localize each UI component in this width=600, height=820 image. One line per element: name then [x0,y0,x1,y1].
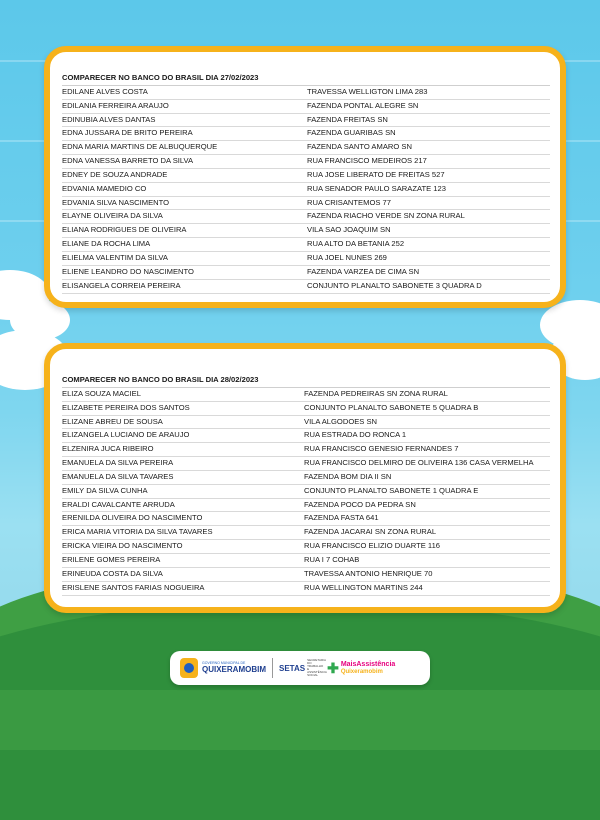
person-address: TRAVESSA WELLIGTON LIMA 283 [307,86,428,96]
person-address: FAZENDA RIACHO VERDE SN ZONA RURAL [307,211,465,221]
table-row [62,183,550,197]
person-name: EDNA VANESSA BARRETO DA SILVA [62,156,194,166]
person-name: ERENILDA OLIVEIRA DO NASCIMENTO [62,513,203,523]
table-row [62,540,550,554]
person-name: ELIELMA VALENTIM DA SILVA [62,252,168,262]
person-address: RUA JOSE LIBERATO DE FREITAS 527 [307,169,445,179]
gov-name-text: QUIXERAMOBIM [202,664,266,674]
person-address: TRAVESSA ANTONIO HENRIQUE 70 [304,568,433,578]
person-address: FAZENDA PEDREIRAS SN ZONA RURAL [304,388,448,398]
person-name: ELIZANGELA LUCIANO DE ARAUJO [62,430,190,440]
table-row [62,388,550,402]
table-row [62,252,550,266]
person-name: EDNA MARIA MARTINS DE ALBUQUERQUE [62,142,218,152]
person-name: ELZENIRA JUCA RIBEIRO [62,444,154,454]
person-address: RUA ALTO DA BETANIA 252 [307,239,405,249]
person-address: RUA FRANCISCO DELMIRO DE OLIVEIRA 136 CASA VERMELHA [304,458,534,468]
person-name: EDILANE ALVES COSTA [62,86,148,96]
table-heading [62,374,550,388]
table-heading [62,72,550,86]
list-panel-27-02 [44,46,566,308]
person-name: EDINUBIA ALVES DANTAS [62,114,156,124]
person-address: VILA ALGODOES SN [304,416,378,426]
person-address: FAZENDA SANTO AMARO SN [307,142,412,152]
table-row [62,100,550,114]
person-address: FAZENDA VARZEA DE CIMA SN [307,266,420,276]
person-address: VILA SAO JOAQUIM SN [307,225,391,235]
name-table [62,72,550,294]
table-row [62,141,550,155]
person-address: RUA CRISANTEMOS 77 [307,197,391,207]
mais-subtitle: Quixeramobim [340,668,383,675]
ground [0,690,600,750]
table-row [62,554,550,568]
table-row [62,416,550,430]
table-row [62,266,550,280]
person-name: ELAYNE OLIVEIRA DA SILVA [62,211,163,221]
person-address: RUA WELLINGTON MARTINS 244 [304,582,423,592]
person-name: ELISANGELA CORREIA PEREIRA [62,280,181,290]
person-name: EMANUELA DA SILVA TAVARES [62,471,174,481]
table-row [62,485,550,499]
person-address: FAZENDA FREITAS SN [307,114,388,124]
person-name: EDNEY DE SOUZA ANDRADE [62,169,168,179]
mais-title: MaisAssistência [340,661,396,669]
person-address: FAZENDA PONTAL ALEGRE SN [307,100,419,110]
person-name: ERILENE GOMES PEREIRA [62,554,161,564]
table-row [62,197,550,211]
person-name: EDILANIA FERREIRA ARAUJO [62,100,169,110]
setas-logo: SETAS [279,663,306,673]
person-name: ELIZA SOUZA MACIEL [62,388,141,398]
heading-text: COMPARECER NO BANCO DO BRASIL DIA 28/02/2023 [62,375,259,384]
mais-assistencia-logo [341,661,395,675]
person-name: ELIZABETE PEREIRA DOS SANTOS [62,402,190,412]
gov-small-text: GOVERNO MUNICIPAL DE [202,661,246,666]
person-name: ELIANA RODRIGUES DE OLIVEIRA [62,225,187,235]
person-name: EDNA JUSSARA DE BRITO PEREIRA [62,128,193,138]
person-address: RUA FRANCISCO ELIZIO DUARTE 116 [304,541,441,551]
person-name: EDVANIA MAMEDIO CO [62,183,147,193]
table-row [62,127,550,141]
person-name: ELIENE LEANDRO DO NASCIMENTO [62,266,194,276]
person-name: ERINEUDA COSTA DA SILVA [62,568,163,578]
table-row [62,169,550,183]
footer-logo-bar [170,651,430,685]
person-name: EMANUELA DA SILVA PEREIRA [62,458,174,468]
table-row [62,86,550,100]
person-address: RUA FRANCISCO MEDEIROS 217 [307,156,427,166]
person-name: EMILY DA SILVA CUNHA [62,485,148,495]
person-name: ELIANE DA ROCHA LIMA [62,239,151,249]
person-address: FAZENDA BOM DIA II SN [304,471,392,481]
person-address: CONJUNTO PLANALTO SABONETE 1 QUADRA E [304,485,479,495]
name-table [62,374,550,596]
person-address: FAZENDA POCO DA PEDRA SN [304,499,416,509]
person-name: ERICA MARIA VITORIA DA SILVA TAVARES [62,527,213,537]
person-address: RUA JOEL NUNES 269 [307,252,387,262]
setas-subtitle: SECRETARIA DO TRABALHO E ASSISTÊNCIA SOCIAL [307,658,327,677]
table-row [62,471,550,485]
person-address: FAZENDA GUARIBAS SN [307,128,396,138]
table-row [62,280,550,294]
table-row [62,443,550,457]
list-panel-28-02 [44,343,566,613]
person-address: CONJUNTO PLANALTO SABONETE 3 QUADRA D [307,280,482,290]
municipal-logo [202,662,266,674]
table-row [62,210,550,224]
person-address: RUA ESTRADA DO RONCA 1 [304,430,407,440]
table-row [62,155,550,169]
person-address: RUA I 7 COHAB [304,554,360,564]
person-address: RUA FRANCISCO GENESIO FERNANDES 7 [304,444,459,454]
table-row [62,457,550,471]
person-name: ERISLENE SANTOS FARIAS NOGUEIRA [62,582,205,592]
person-address: RUA SENADOR PAULO SARAZATE 123 [307,183,446,193]
table-row [62,512,550,526]
person-address: FAZENDA FASTA 641 [304,513,379,523]
person-name: EDVANIA SILVA NASCIMENTO [62,197,170,207]
municipal-seal-icon [180,658,198,678]
table-row [62,429,550,443]
table-row [62,526,550,540]
table-row [62,238,550,252]
person-address: FAZENDA JACARAI SN ZONA RURAL [304,527,437,537]
table-row [62,224,550,238]
table-row [62,499,550,513]
plus-icon: ✚ [327,659,339,676]
person-name: ERALDI CAVALCANTE ARRUDA [62,499,175,509]
table-row [62,114,550,128]
table-row [62,402,550,416]
person-address: CONJUNTO PLANALTO SABONETE 5 QUADRA B [304,402,479,412]
person-name: ERICKA VIEIRA DO NASCIMENTO [62,541,183,551]
person-name: ELIZANE ABREU DE SOUSA [62,416,163,426]
table-row [62,582,550,596]
logo-divider [272,658,273,678]
table-row [62,568,550,582]
heading-text: COMPARECER NO BANCO DO BRASIL DIA 27/02/2023 [62,73,259,82]
